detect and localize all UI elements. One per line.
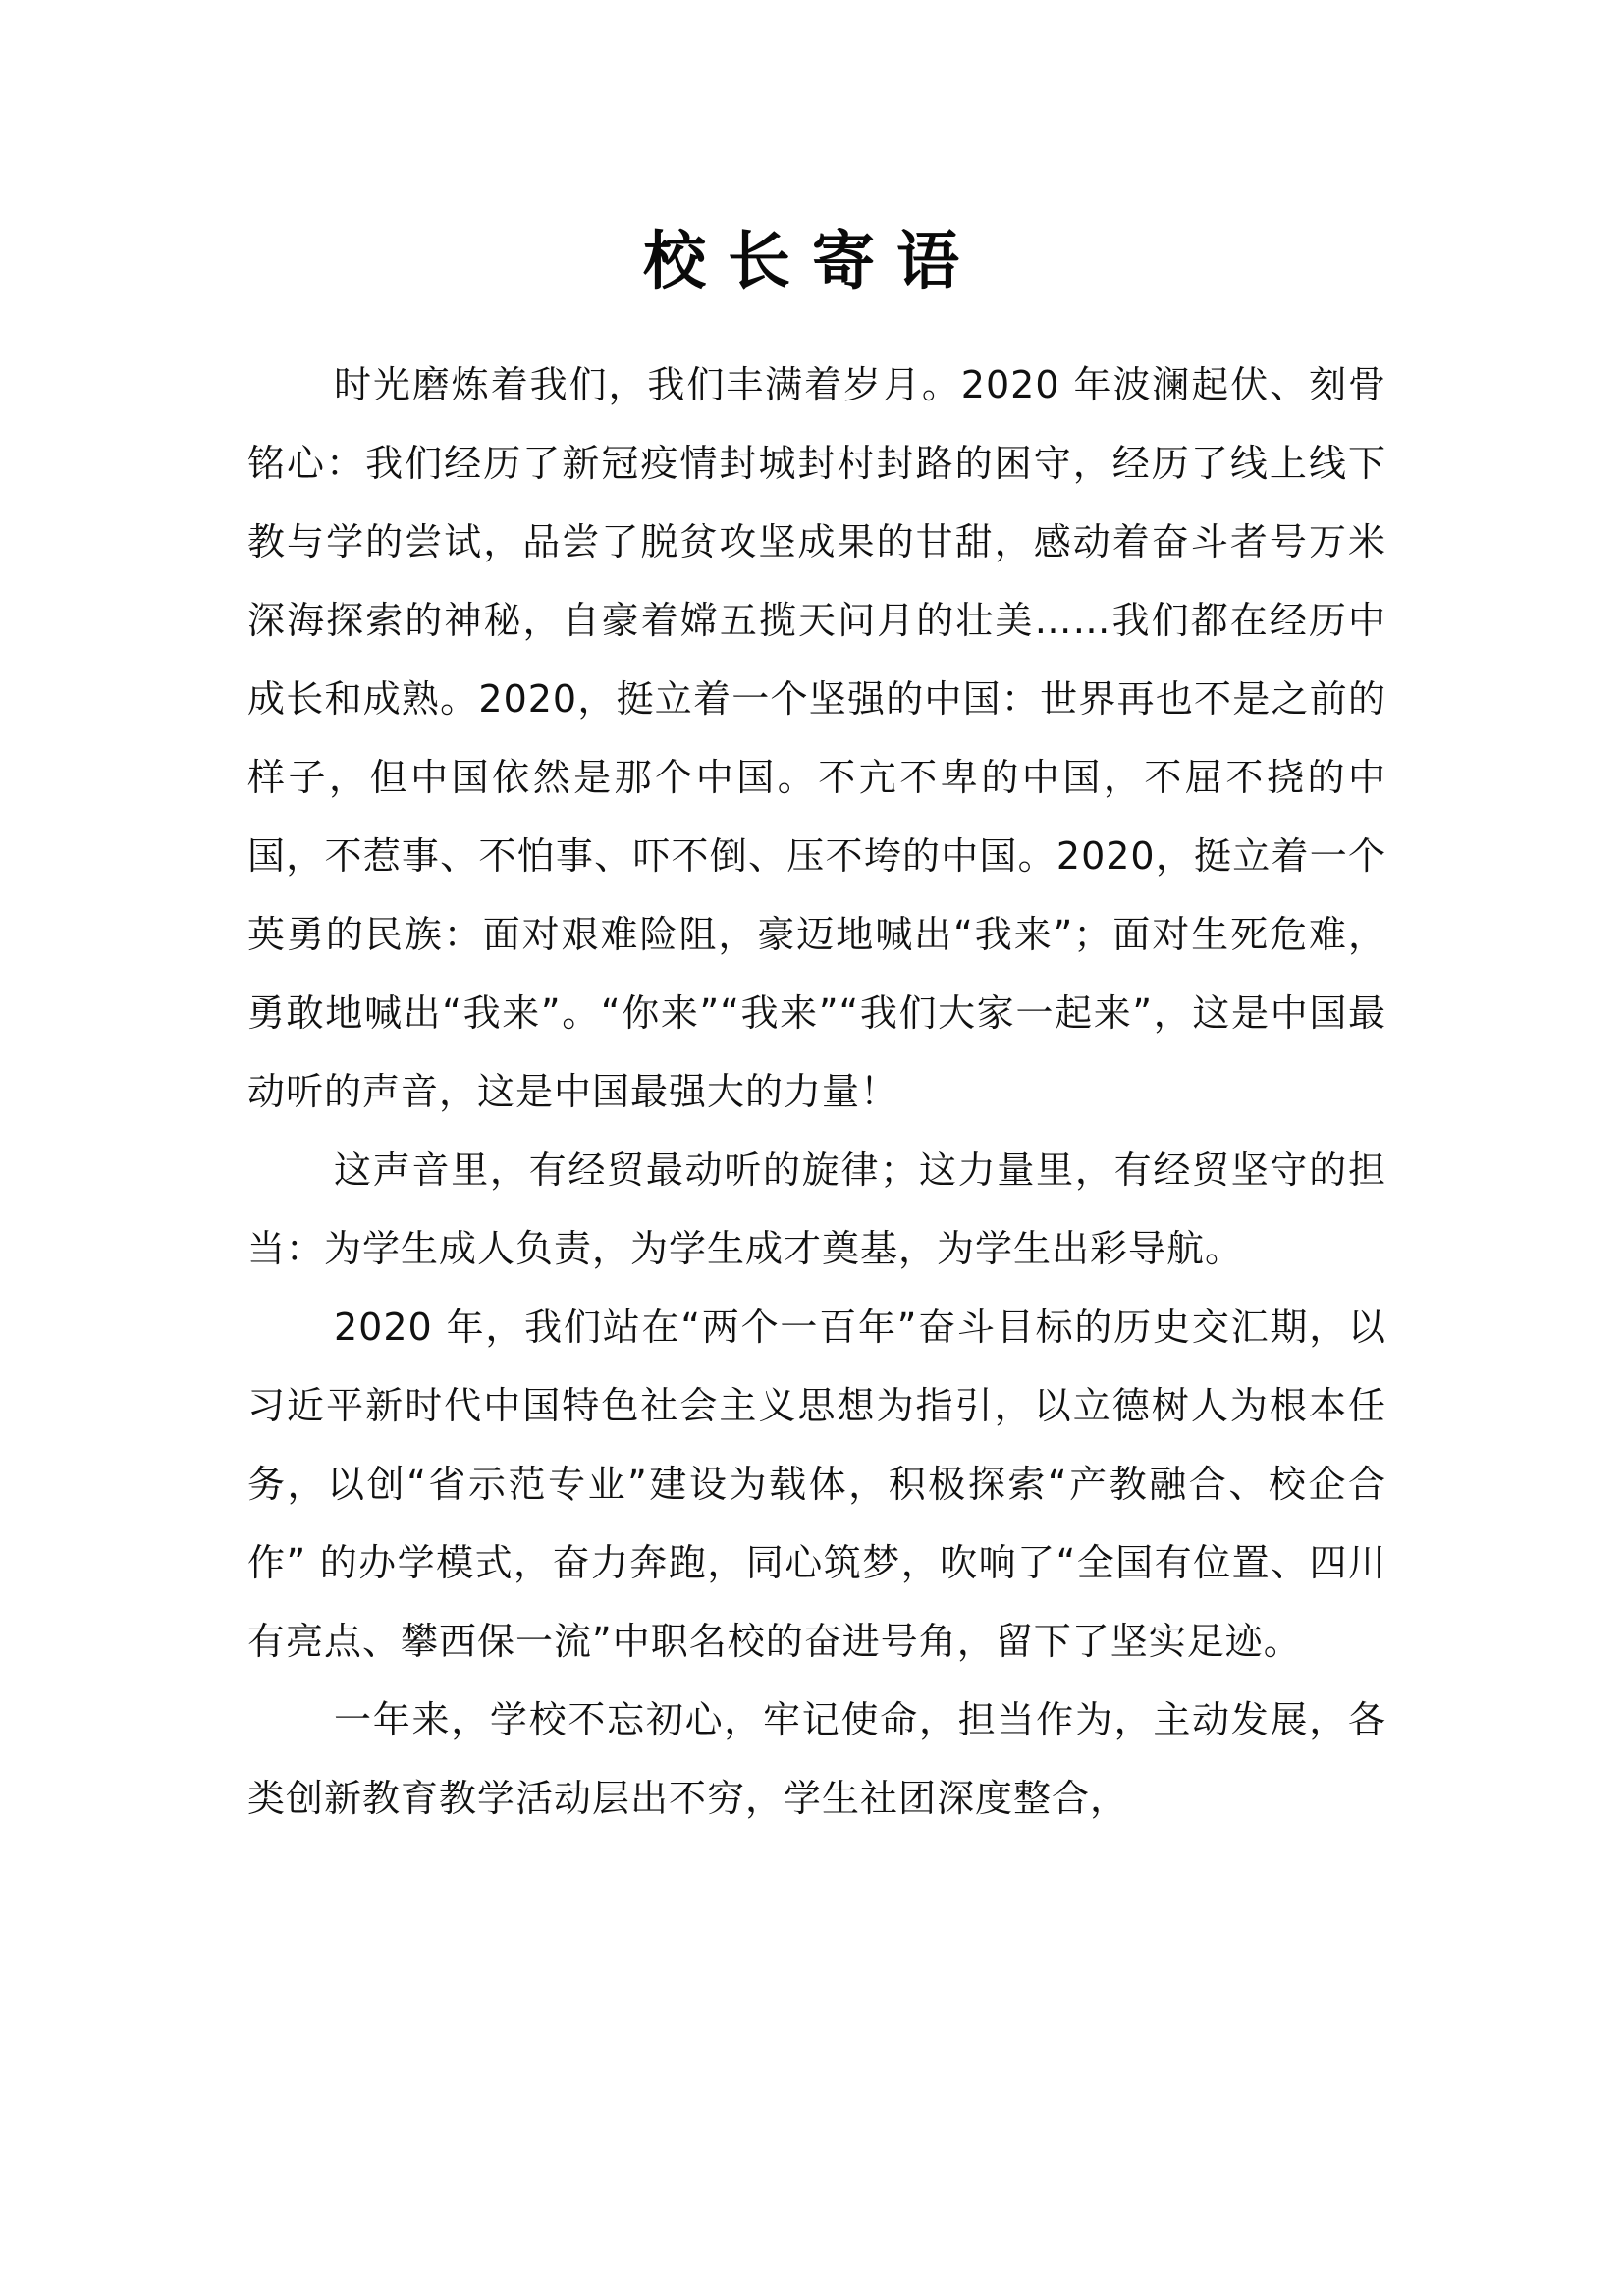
paragraph-1: 时光磨炼着我们，我们丰满着岁月。2020 年波澜起伏、刻骨铭心：我们经历了新冠疫情封城封村封路的困守，经历了线上线下教与学的尝试，品尝了脱贫攻坚成果的甘甜，感动着奋斗者号万米深海探索的神秘，自豪着嫦五揽天问月的壮美……我们都在经历中成长和成熟。2020，挺立着一个坚强的中国：世界再也不是之前的样子，但中国依然是那个中国。不亢不卑的中国，不屈不挠的中国，不惹事、不怕事、吓不倒、压不垮的中国。2020，挺立着一个英勇的民族：面对艰难险阻，豪迈地喊出“我来”；面对生死危难，勇敢地喊出“我来”。“你来”“我来”“我们大家一起来”，这是中国最动听的声音，这是中国最强大的力量！ (247, 363, 1386, 1113)
page-title: 校长寄语 (643, 225, 981, 298)
paragraph-4: 一年来，学校不忘初心，牢记使命，担当作为，主动发展，各类创新教育教学活动层出不穷，学生社团深度整合， (247, 1698, 1386, 1820)
paragraph-2: 这声音里，有经贸最动听的旋律；这力量里，有经贸坚守的担当：为学生成人负责，为学生成才奠基，为学生出彩导航。 (247, 1148, 1386, 1270)
paragraph-3: 2020 年，我们站在“两个一百年”奋斗目标的历史交汇期，以习近平新时代中国特色社会主义思想为指引，以立德树人为根本任务，以创“省示范专业”建设为载体，积极探索“产教融合、校企合作” 的办学模式，奋力奔跑，同心筑梦，吹响了“全国有位置、四川有亮点、攀西保一流”中职名校的奋进号角，留下了坚实足迹。 (247, 1306, 1386, 1663)
body-text (247, 346, 1386, 1838)
